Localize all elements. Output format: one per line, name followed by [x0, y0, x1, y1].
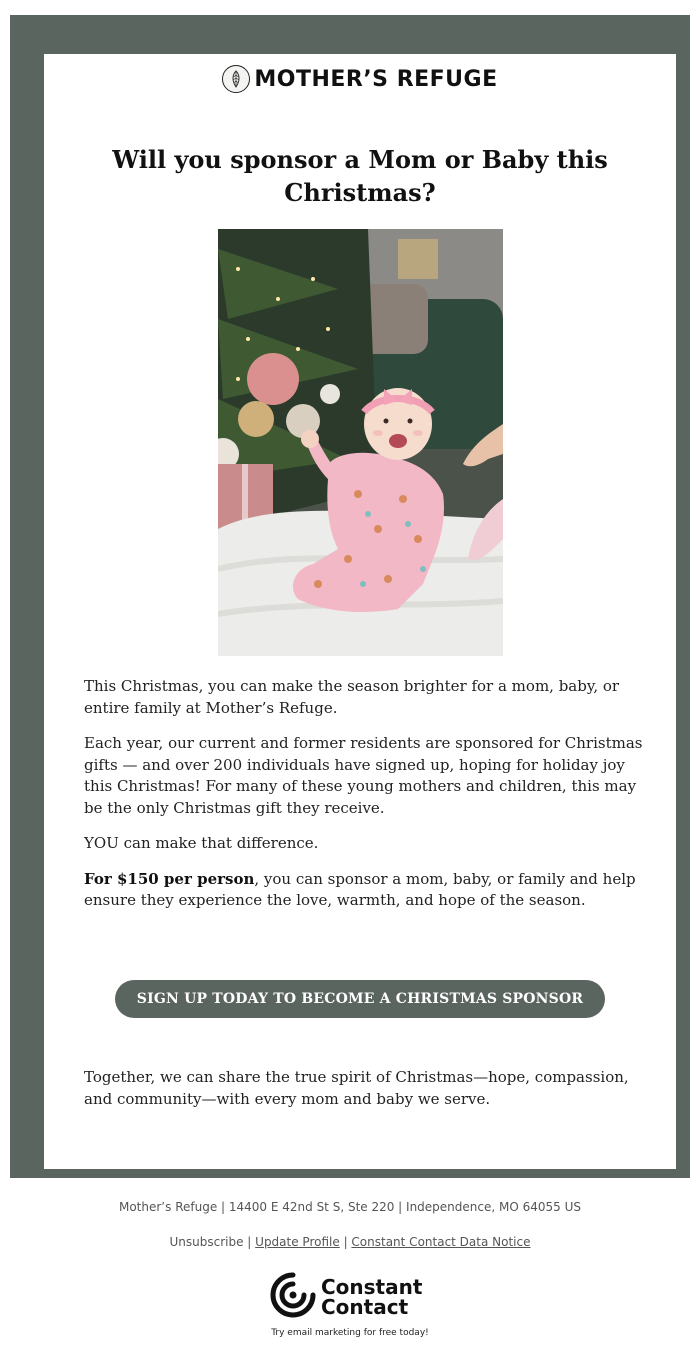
footer-separator: |	[339, 1235, 352, 1249]
update-profile-link[interactable]: Update Profile	[255, 1235, 340, 1249]
data-notice-link[interactable]: Constant Contact Data Notice	[351, 1235, 531, 1249]
photo-baby-christmas-tree	[218, 229, 503, 656]
hero-image[interactable]	[218, 229, 503, 656]
cc-line-1: Constant	[321, 1275, 423, 1299]
feather-emblem-icon	[222, 65, 250, 93]
paragraph-price	[84, 869, 644, 912]
paragraph-difference: YOU can make that difference.	[84, 834, 319, 852]
unsubscribe-link[interactable]: Unsubscribe	[169, 1235, 244, 1249]
constant-contact-mark-icon	[270, 1272, 316, 1322]
paragraph-intro: This Christmas, you can make the season brighter for a mom, baby, or entire family at Mother’s Refuge.	[84, 677, 620, 717]
footer-separator: |	[243, 1235, 256, 1249]
footer-address: Mother’s Refuge | 14400 E 42nd St S, Ste 220 | Independence, MO 64055 US	[118, 1200, 582, 1214]
price-highlight: For $150 per person	[84, 869, 255, 888]
constant-contact-logo[interactable]	[270, 1272, 432, 1322]
brand-logo[interactable]	[44, 64, 676, 94]
brand-name: MOTHER’S REFUGE	[254, 66, 498, 92]
constant-contact-wordmark	[321, 1277, 422, 1317]
closing-paragraph: Together, we can share the true spirit of Christmas—hope, compassion, and community—with every mom and baby we serve.	[84, 1068, 629, 1108]
constant-contact-tagline[interactable]: Try email marketing for free today!	[271, 1328, 429, 1338]
price-description: , you can sponsor a mom, baby, or family and help ensure they experience the love, warmth, and hope of the season.	[84, 869, 636, 909]
email-card	[44, 54, 676, 1169]
email-frame	[10, 15, 690, 1178]
body-copy	[84, 676, 644, 926]
headline: Will you sponsor a Mom or Baby this Christmas?	[112, 145, 608, 207]
sponsor-signup-button[interactable]: SIGN UP TODAY TO BECOME A CHRISTMAS SPONSOR	[115, 980, 605, 1018]
cc-line-2: Contact	[321, 1295, 409, 1319]
paragraph-residents: Each year, our current and former residents are sponsored for Christmas gifts — and over 200 individuals have signed up, hoping for holiday joy this Christmas! For many of these young mothers and children, this may be the only Christmas gift they receive.	[84, 734, 643, 817]
footer-links	[0, 1235, 700, 1249]
